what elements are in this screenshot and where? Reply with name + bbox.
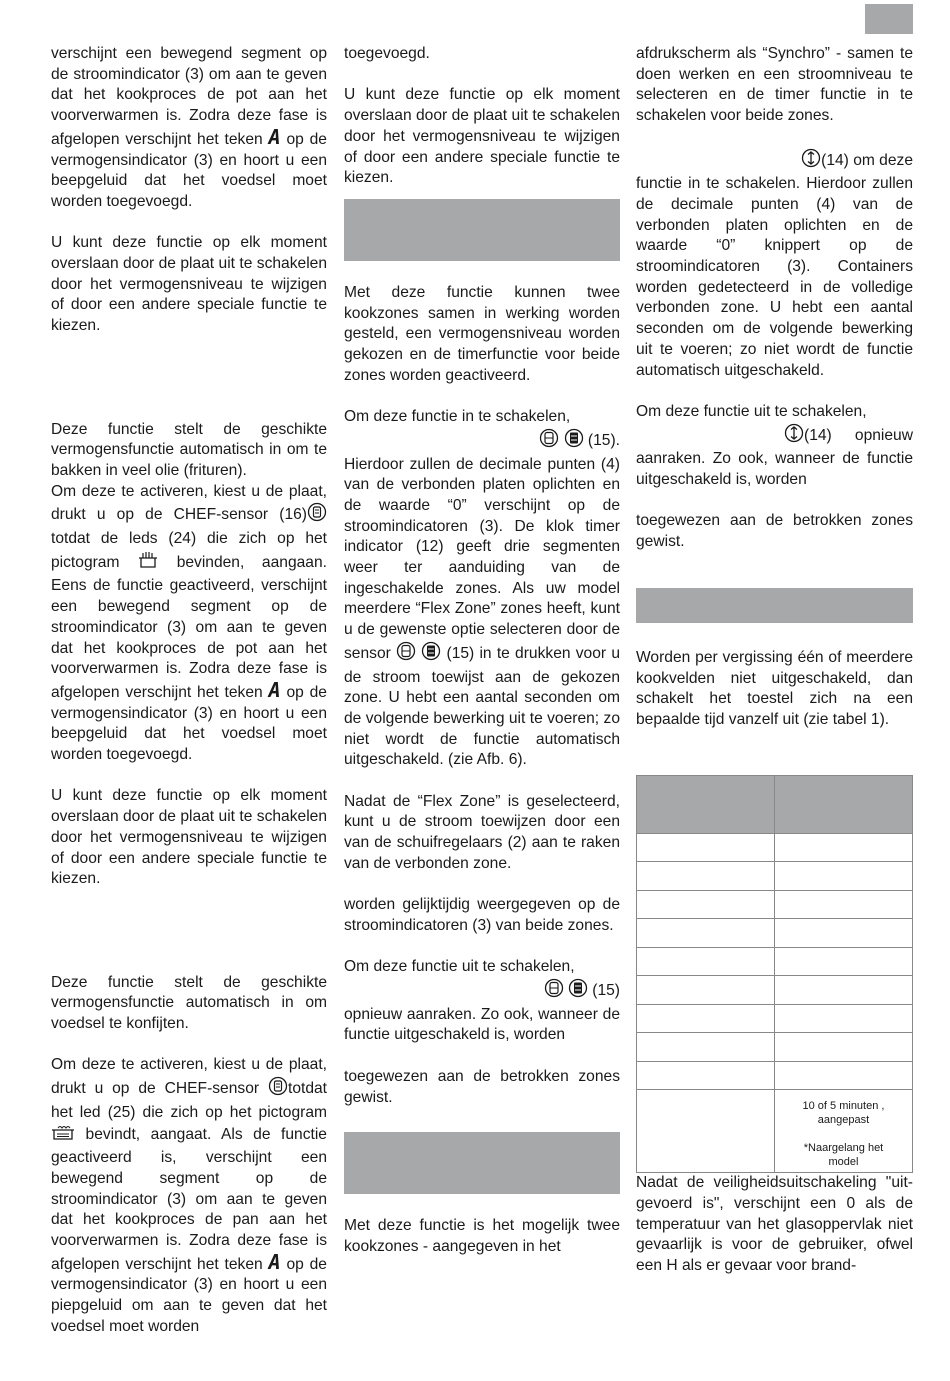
link-zone-icon	[396, 641, 416, 668]
flex-zone-icon	[564, 428, 584, 455]
paragraph: Nadat de “Flex Zone” is geselecteerd, kunt u de stroom toewijzen door een van de schuifregelaars (2) aan te raken van de verbonden zone.	[344, 792, 620, 872]
chef-sensor-icon	[268, 1076, 288, 1103]
paragraph: Met deze functie is het mogelijk twee kookzones - aangegeven in het	[344, 1217, 620, 1255]
table-cell-text: *Naargelang het model	[803, 1142, 884, 1169]
table-row	[637, 890, 913, 919]
table-row	[637, 1033, 913, 1062]
table-header-cell	[637, 775, 775, 833]
section-heading-box	[344, 199, 620, 261]
segment-a-glyph: A	[268, 677, 281, 702]
paragraph: toegevoegd.	[344, 45, 430, 62]
paragraph: Deze functie stelt de geschikte vermogensfunctie automatisch in om voedsel te konfijten.	[51, 973, 327, 1033]
paragraph: U kunt deze functie op elk moment overslaan door de plaat uit te schakelen door het vermogensniveau te wijzigen of door een andere speciale functie te kiezen.	[51, 787, 327, 888]
confit-pot-icon	[51, 1124, 75, 1149]
paragraph: U kunt deze functie op elk moment overslaan door de plaat uit te schakelen door het vermogensniveau te wijzigen of door een andere speciale functie te kiezen.	[51, 234, 327, 335]
table-cell-text: 10 of 5 minuten , aangepast	[802, 1100, 885, 1127]
flex-zone-icon	[568, 978, 588, 1005]
paragraph: Om deze functie in te schakelen, (15). Hierdoor zullen de decimale punten (4) van de verbonden platen oplichten en de waarde “0” verschijnt op de stroomindicatoren (3). De klok timer indicator (12) geeft drie segmenten weer ter aanduiding van de ingeschakelde zones. Als uw model meerdere “Flex Zone” zones heeft, kunt u de gewenste optie selecteren door de sensor (15) in te drukken voor u de stroom toewijst aan de gekozen zone. U hebt een aantal seconden om de volgende bewerking uit te voeren; zo niet wordt de functie automatisch uitgeschakeld. (zie Afb. 6).	[344, 408, 620, 769]
paragraph: (14) om deze functie in te schakelen. Hierdoor zullen de decimale punten (4) van de verbonden platen oplichten en de waarde “0” knippert op de stroomindicatoren (3). Containers worden gedetecteerd in de volledige verbonden zone. U hebt een aantal seconden om de volgende bewerking uit te voeren; zo niet wordt de functie automatisch uitgeschakeld.	[636, 148, 913, 382]
paragraph: worden gelijktijdig weergegeven op de stroomindicatoren (3) van beide zones.	[344, 896, 620, 934]
paragraph: toegewezen aan de betrokken zones gewist.	[636, 512, 913, 551]
column-3	[636, 44, 913, 1277]
paragraph: Om deze functie uit te schakelen, (15) opnieuw aanraken. Zo ook, wanneer de functie uitgeschakeld is, worden	[344, 958, 620, 1044]
table-row	[637, 976, 913, 1005]
paragraph: Om deze functie uit te schakelen, (14) opnieuw aanraken. Zo ook, wanneer de functie uitgeschakeld is, worden	[636, 402, 913, 489]
synchro-icon	[801, 148, 821, 175]
section-heading-box	[636, 588, 913, 623]
table-row	[637, 947, 913, 976]
link-zone-icon	[539, 428, 559, 455]
table-row	[637, 1090, 913, 1173]
segment-a-glyph: A	[268, 124, 281, 149]
paragraph: Deze functie stelt de geschikte vermogensfunctie automatisch in om te bakken in veel olie (frituren).	[51, 420, 327, 479]
chef-sensor-icon	[307, 502, 327, 529]
link-zone-icon	[544, 978, 564, 1005]
paragraph: verschijnt een bewegend segment op de stroomindicator (3) om aan te geven dat het kookproces de pot aan het voorverwarmen is. Zodra deze fase is afgelopen verschijnt het teken A op de vermogensindicator (3) en hoort u een beepgeluid dat het voedsel moet worden toegevoegd.	[51, 45, 327, 210]
table-row	[637, 862, 913, 891]
paragraph: toegewezen aan de betrokken zones gewist.	[344, 1067, 620, 1106]
paragraph: U kunt deze functie op elk moment overslaan door de plaat uit te schakelen door het vermogensniveau te wijzigen of door een andere speciale functie te kiezen.	[344, 86, 620, 187]
paragraph: Om deze te activeren, kiest u de plaat, drukt u op de CHEF-sensor (16) totdat de leds (24) die zich op het pictogram bevinden, aangaan. Eens de functie geactiveerd, verschijnt een bewegend segment op de stroomindicator (3) om aan te geven dat het kookproces de pot aan het voorverwarmen is. Zodra deze fase is afgelopen verschijnt het teken A op de vermogensindicator (3) en hoort u een beepgeluid dat het voedsel moet worden toegevoegd.	[51, 482, 327, 764]
table-header-cell	[775, 775, 913, 833]
table-row	[637, 833, 913, 862]
paragraph: Worden per vergissing één of meerdere kookvelden niet uitgeschakeld, dan schakelt het toestel zich na een bepaalde tijd vanzelf uit (zie tabel 1).	[636, 648, 913, 728]
segment-a-glyph: A	[268, 1249, 281, 1274]
paragraph: Om deze te activeren, kiest u de plaat, drukt u op de CHEF-sensor totdat het led (25) die zich op het pictogram bevindt, aangaat. Als de functie geactiveerd is, verschijnt een bewegend segment op de stroomindicator (3) om aan te geven dat het kookproces de pan aan het voorverwarmen is. Zodra deze fase is afgelopen verschijnt het teken A op de vermogensindicator (3) en hoort u een piepgeluid om aan te geven dat het voedsel moet worden	[51, 1056, 327, 1335]
column-2	[344, 44, 620, 1258]
section-heading-box	[344, 1132, 620, 1194]
paragraph: Met deze functie kunnen twee kookzones samen in werking worden gesteld, een vermogensniveau worden gekozen en de timerfunctie voor beide zones worden geactiveerd.	[344, 283, 620, 384]
synchro-icon	[784, 423, 804, 450]
column-1	[51, 44, 327, 1338]
page-corner-tab	[865, 4, 913, 34]
flex-zone-icon	[421, 641, 441, 668]
table-row	[637, 1061, 913, 1090]
safety-timer-table	[636, 775, 913, 1174]
paragraph: Nadat de veiligheidsuitschakeling "uit- gevoerd is", verschijnt een 0 als de temperatuur van het glasoppervlak niet gevaarlijk is voor de gebruiker, ofwel een H als er gevaar voor brand-	[636, 1174, 913, 1274]
fry-pot-icon	[137, 550, 159, 577]
table-row	[637, 919, 913, 948]
table-row	[637, 1004, 913, 1033]
paragraph: afdrukscherm als “Synchro” - samen te doen werken en een stroomniveau te selecteren en de timer functie in te schakelen voor beide zones.	[636, 45, 913, 125]
